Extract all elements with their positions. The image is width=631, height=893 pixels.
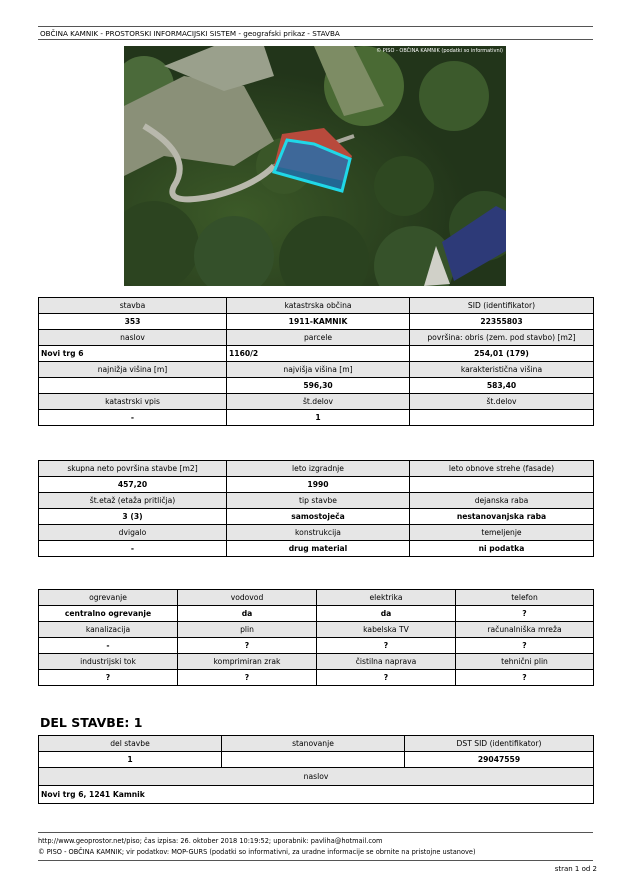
cell-label: DST SID (identifikator) — [405, 736, 594, 752]
cell-value: ? — [317, 670, 456, 686]
cell-value — [39, 378, 227, 394]
cell-value: 22355803 — [410, 314, 594, 330]
cell-value: 353 — [39, 314, 227, 330]
cell-value — [410, 477, 594, 493]
cell-value: 29047559 — [405, 752, 594, 768]
cell-label: parcele — [227, 330, 410, 346]
aerial-photo — [124, 46, 506, 286]
page-footer — [38, 832, 593, 858]
cell-label: plin — [178, 622, 317, 638]
cell-value: 1160/2 — [227, 346, 410, 362]
cell-label: skupna neto površina stavbe [m2] — [39, 461, 227, 477]
cell-value: - — [39, 541, 227, 557]
cell-value: 254,01 (179) — [410, 346, 594, 362]
cell-value: drug material — [227, 541, 410, 557]
cell-label: št.delov — [410, 394, 594, 410]
cell-value: Novi trg 6 — [39, 346, 227, 362]
cell-label: elektrika — [317, 590, 456, 606]
cell-value: 3 (3) — [39, 509, 227, 525]
installations-table — [38, 589, 594, 686]
cell-label: SID (identifikator) — [410, 298, 594, 314]
cell-label: št.delov — [227, 394, 410, 410]
cell-label: ogrevanje — [39, 590, 178, 606]
building-part-table — [38, 735, 594, 804]
header-title: OBČINA KAMNIK - PROSTORSKI INFORMACIJSKI SISTEM - geografski prikaz - STAVBA — [40, 29, 340, 38]
cell-value: 457,20 — [39, 477, 227, 493]
cell-label: katastrski vpis — [39, 394, 227, 410]
cell-label: dvigalo — [39, 525, 227, 541]
cell-label: najnižja višina [m] — [39, 362, 227, 378]
cell-label: najvišja višina [m] — [227, 362, 410, 378]
footer-line-1: http://www.geoprostor.net/piso; čas izpisa: 26. oktober 2018 10:19:52; uporabnik: pavliha@hotmail.com — [38, 837, 383, 845]
building-info-table — [38, 297, 594, 426]
cell-value: samostoječa — [227, 509, 410, 525]
cell-value: 1 — [39, 752, 222, 768]
cell-label: kabelska TV — [317, 622, 456, 638]
footer-divider — [38, 860, 593, 861]
cell-label: industrijski tok — [39, 654, 178, 670]
cell-value: - — [39, 410, 227, 426]
building-attributes-table — [38, 460, 594, 557]
cell-label: telefon — [456, 590, 594, 606]
cell-value: ? — [317, 638, 456, 654]
cell-label: katastrska občina — [227, 298, 410, 314]
cell-label: dejanska raba — [410, 493, 594, 509]
cell-value: 1911-KAMNIK — [227, 314, 410, 330]
cell-label: temeljenje — [410, 525, 594, 541]
map-copyright: © PISO - OBČINA KAMNIK (podatki so informativni) — [376, 48, 503, 54]
cell-value: ? — [178, 670, 317, 686]
cell-value: da — [178, 606, 317, 622]
cell-label: leto izgradnje — [227, 461, 410, 477]
aerial-map — [124, 46, 506, 286]
cell-value: Novi trg 6, 1241 Kamnik — [39, 786, 594, 804]
cell-label: leto obnove strehe (fasade) — [410, 461, 594, 477]
cell-label: računalniška mreža — [456, 622, 594, 638]
cell-value: 583,40 — [410, 378, 594, 394]
cell-value: 1 — [227, 410, 410, 426]
cell-value — [222, 752, 405, 768]
cell-label: površina: obris (zem. pod stavbo) [m2] — [410, 330, 594, 346]
cell-value: 1990 — [227, 477, 410, 493]
page-header — [38, 26, 593, 40]
footer-line-2: © PISO - OBČINA KAMNIK; vir podatkov: MOP-GURS (podatki so informativni, za uradne informacije se obrnite na pristojne ustanove) — [38, 848, 476, 856]
cell-label: stavba — [39, 298, 227, 314]
cell-value: centralno ogrevanje — [39, 606, 178, 622]
cell-value — [410, 410, 594, 426]
cell-label: tehnični plin — [456, 654, 594, 670]
page-number: stran 1 od 2 — [554, 865, 597, 873]
cell-label: konstrukcija — [227, 525, 410, 541]
cell-label: čistilna naprava — [317, 654, 456, 670]
cell-label: komprimiran zrak — [178, 654, 317, 670]
cell-label: kanalizacija — [39, 622, 178, 638]
cell-value: 596,30 — [227, 378, 410, 394]
cell-label: naslov — [39, 768, 594, 786]
cell-value: ? — [456, 606, 594, 622]
cell-label: del stavbe — [39, 736, 222, 752]
cell-value: da — [317, 606, 456, 622]
cell-label: št.etaž (etaža pritličja) — [39, 493, 227, 509]
cell-label: stanovanje — [222, 736, 405, 752]
cell-label: naslov — [39, 330, 227, 346]
cell-label: karakteristična višina — [410, 362, 594, 378]
cell-value: ? — [178, 638, 317, 654]
cell-label: vodovod — [178, 590, 317, 606]
cell-value: nestanovanjska raba — [410, 509, 594, 525]
cell-value: ? — [39, 670, 178, 686]
cell-value: ? — [456, 670, 594, 686]
cell-label: tip stavbe — [227, 493, 410, 509]
cell-value: - — [39, 638, 178, 654]
cell-value: ni podatka — [410, 541, 594, 557]
cell-value: ? — [456, 638, 594, 654]
section-title: DEL STAVBE: 1 — [40, 715, 143, 730]
